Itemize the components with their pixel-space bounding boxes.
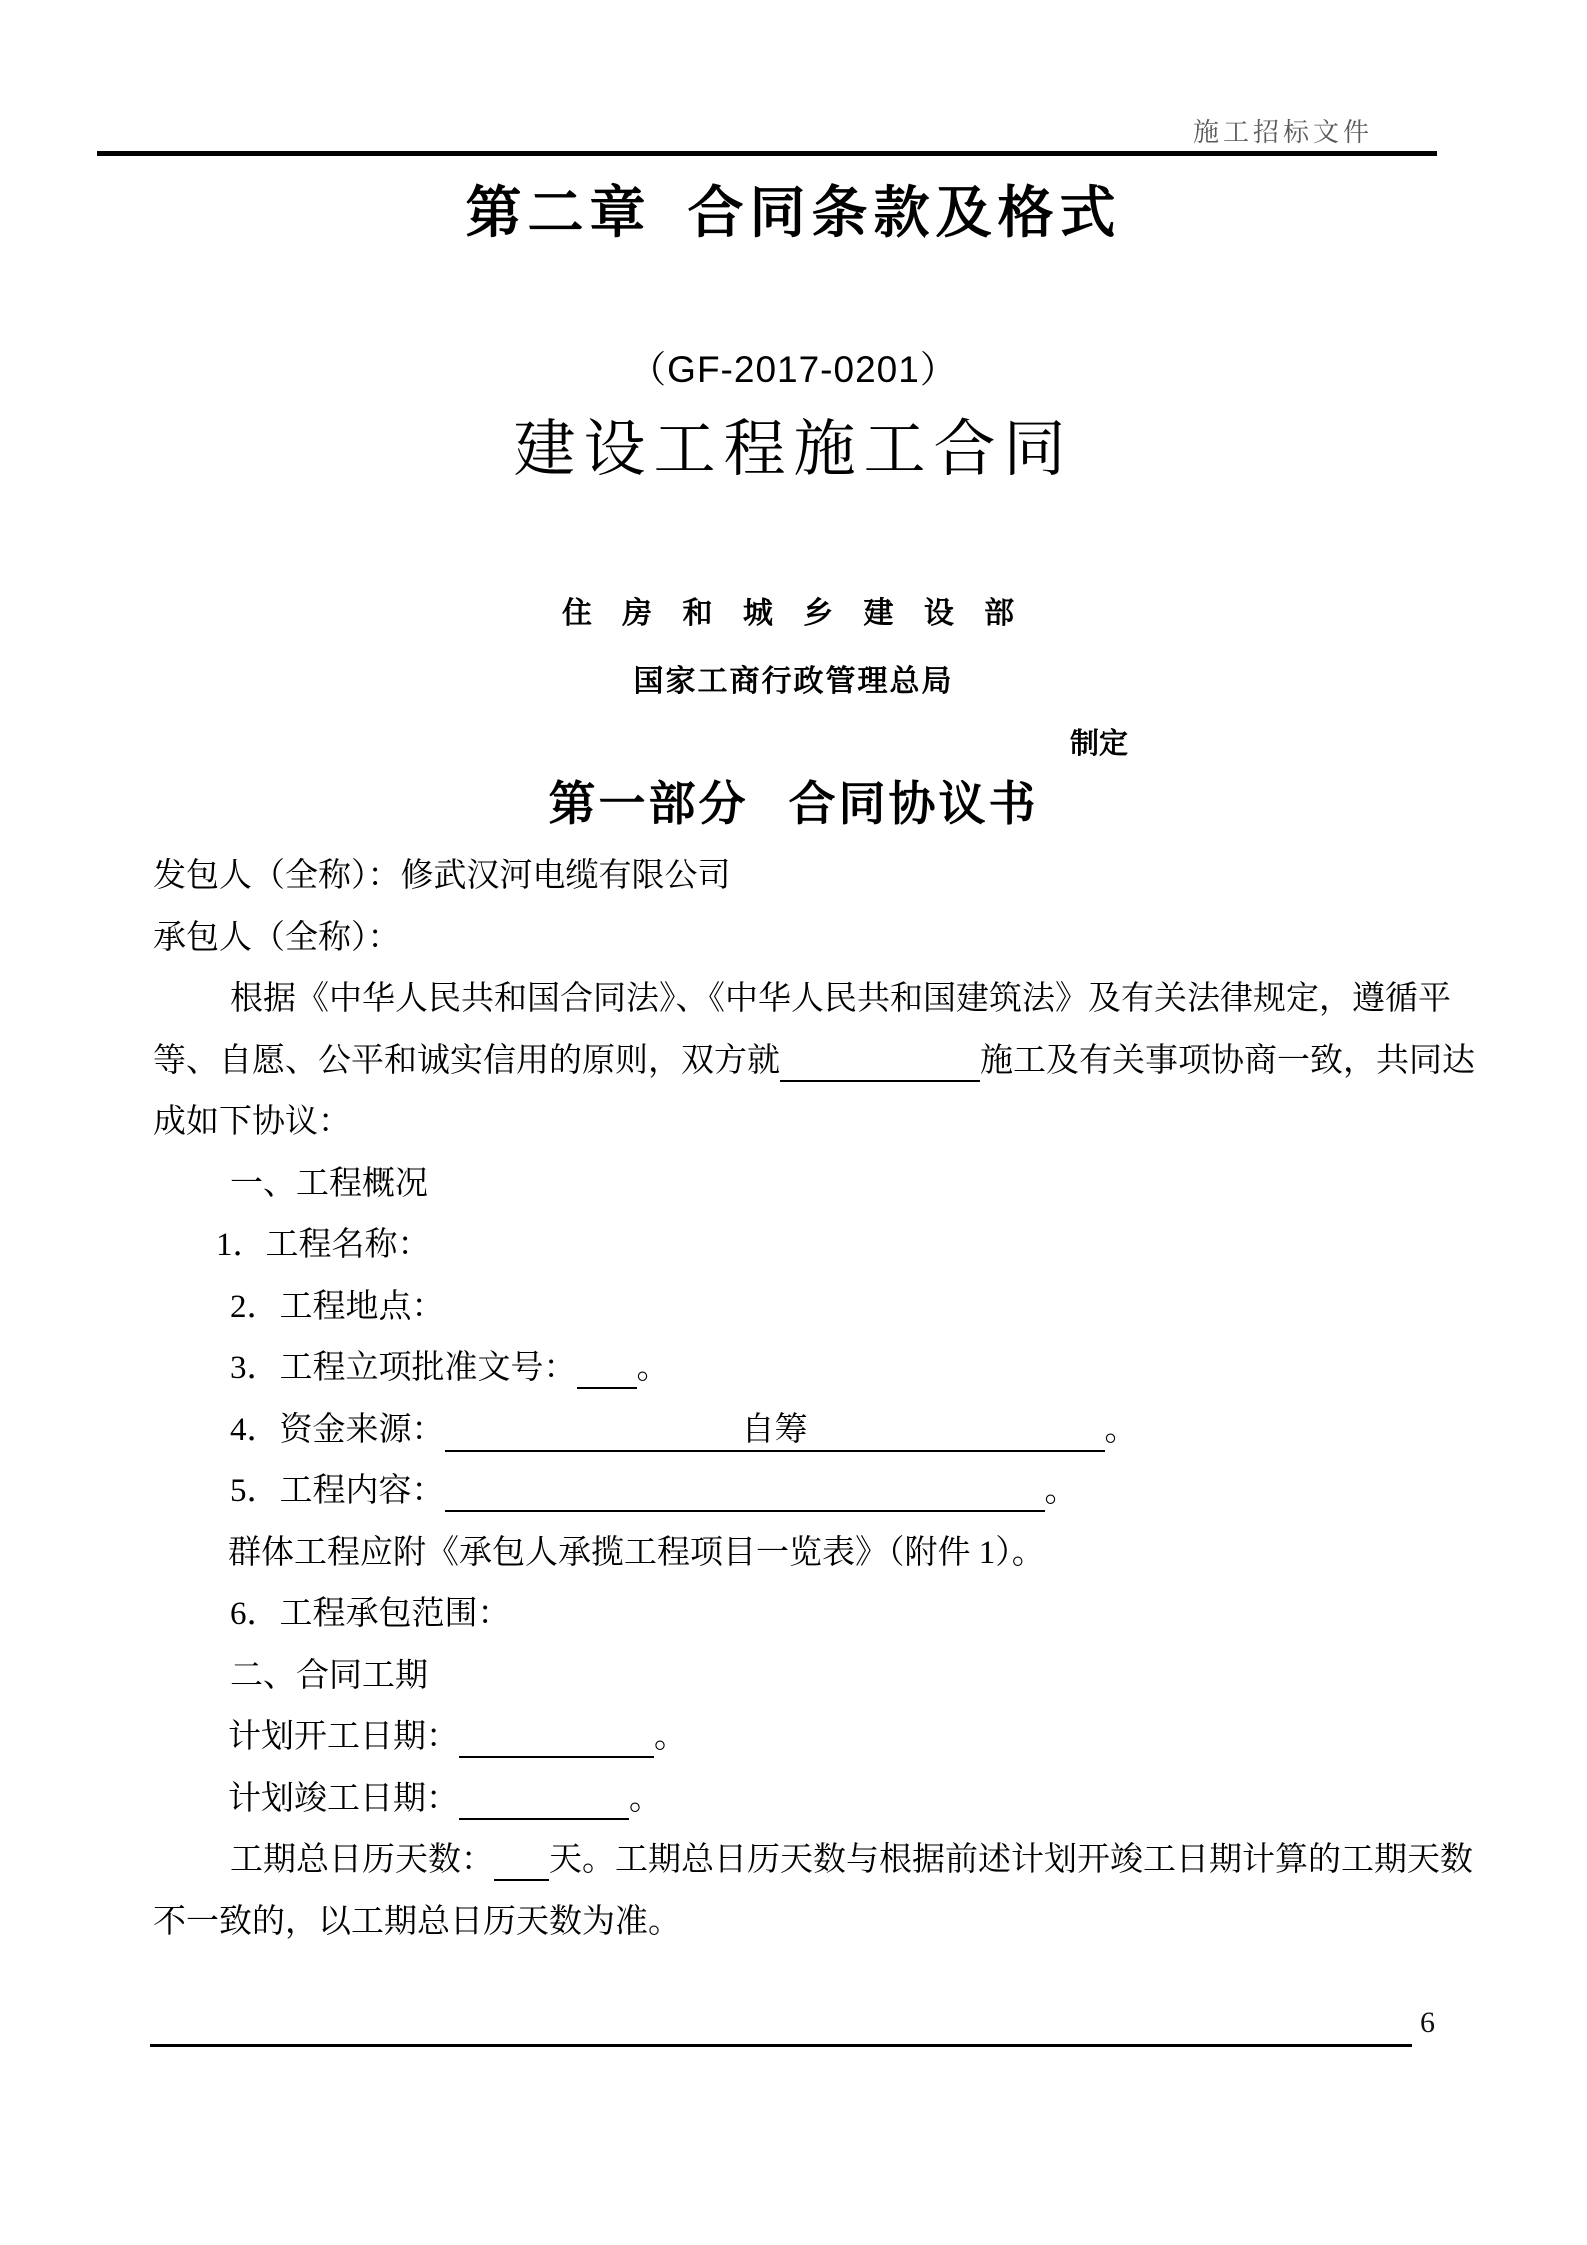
contract-line [153,1769,1587,1831]
agreement-body [0,846,1587,1953]
contract-title: 建设工程施工合同 [513,415,1074,484]
contract-line [153,1400,1587,1462]
contract-line [153,1707,1587,1769]
fill-in-blank [459,1719,654,1758]
contract-line [153,969,1587,1031]
part-title: 合同协议书 [788,777,1039,830]
text-segment: 。 [654,1719,687,1755]
contract-line [153,1892,1587,1954]
text-segment: 根据《中华人民共和国合同法》、《中华人民共和国建筑法》及有关法律规定，遵循平 [230,981,1451,1017]
contract-line [153,1215,1587,1277]
chapter-title: 合同条款及格式 [687,181,1122,244]
text-segment: 等、自愿、公平和诚实信用的原则，双方就 [153,1042,780,1079]
contract-line [153,1031,1587,1093]
text-segment: 5．工程内容： [230,1473,445,1509]
issuer-ministry: 住 房 和 城 乡 建 设 部 [561,597,1026,630]
contract-line [153,1461,1587,1523]
text-segment: 计划竣工日期： [228,1780,459,1817]
contract-line [153,1830,1587,1892]
chapter-number: 第二章 [465,181,652,244]
fill-in-blank [577,1350,637,1389]
contract-line [153,846,1587,908]
part-heading [0,772,1587,836]
issuer-administration: 国家工商行政管理总局 [633,665,954,698]
text-segment: 。 [1104,1411,1138,1448]
text-segment: 工期总日历天数： [230,1842,494,1878]
fill-in-blank [445,1473,1045,1512]
text-segment: 发包人（全称）：修武汉河电缆有限公司 [153,858,731,894]
text-segment: 。 [1044,1473,1078,1509]
text-segment: 不一致的，以工期总日历天数为准。 [153,1903,681,1940]
text-segment: 6．工程承包范围： [230,1596,511,1632]
text-segment: 计划开工日期： [228,1719,459,1755]
text-segment: 群体工程应附《承包人承揽工程项目一览表》（附件 1）。 [228,1534,1045,1571]
part-number: 第一部分 [548,777,749,830]
contract-line [153,1154,1587,1216]
issue-suffix: 制定 [1069,728,1128,760]
contract-line [153,1338,1587,1400]
contract-line [153,1092,1587,1154]
contract-line [153,1646,1587,1708]
contract-line [153,908,1587,970]
fill-in-blank: 自筹 [445,1403,1105,1452]
chapter-heading [0,178,1587,248]
text-segment: 二、合同工期 [230,1657,428,1694]
contract-form-code: （GF-2017-0201） [629,349,958,390]
text-segment: 一、工程概况 [230,1165,428,1202]
contract-line [153,1523,1587,1585]
text-segment: 2．工程地点： [230,1288,445,1325]
text-segment: 。 [629,1780,662,1817]
contract-line [153,1277,1587,1339]
text-segment: 施工及有关事项协商一致，共同达 [980,1042,1475,1079]
text-segment: 成如下协议： [153,1104,351,1140]
text-segment: 承包人（全称）： [153,919,401,956]
document-type-header: 施工招标文件 [1192,118,1373,147]
text-segment: 。 [636,1350,670,1386]
text-segment: 天。工期总日历天数与根据前述计划开竣工日期计算的工期天数 [549,1842,1473,1878]
fill-in-blank [780,1043,980,1082]
fill-in-blank [494,1842,549,1881]
fill-in-blank [459,1781,629,1820]
contract-line [153,1584,1587,1646]
text-segment: 3．工程立项批准文号： [230,1350,577,1386]
text-segment: 1．工程名称： [216,1227,431,1263]
footer-rule [150,2044,1412,2047]
text-segment: 4．资金来源： [230,1411,445,1448]
page-number: 6 [1420,2006,1435,2039]
